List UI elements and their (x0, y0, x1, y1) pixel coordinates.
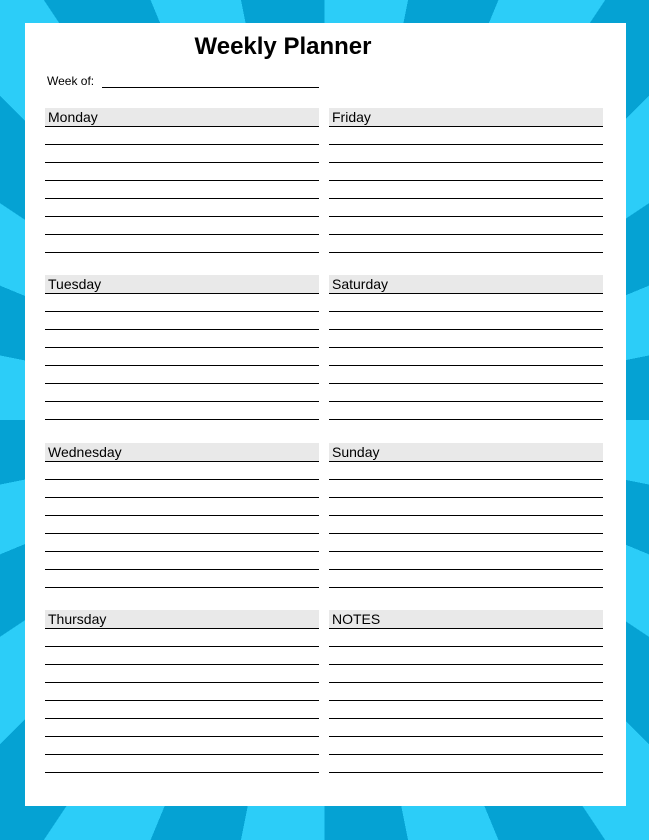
writing-line[interactable] (329, 384, 603, 402)
writing-line[interactable] (45, 629, 319, 647)
section-header-notes: NOTES (329, 610, 603, 629)
writing-line[interactable] (329, 163, 603, 181)
writing-line[interactable] (329, 683, 603, 701)
writing-line[interactable] (45, 181, 319, 199)
writing-line[interactable] (45, 235, 319, 253)
writing-line[interactable] (45, 145, 319, 163)
writing-line[interactable] (45, 163, 319, 181)
writing-line[interactable] (45, 480, 319, 498)
writing-line[interactable] (329, 127, 603, 145)
wednesday-lines[interactable] (45, 462, 319, 588)
writing-line[interactable] (329, 516, 603, 534)
writing-line[interactable] (45, 552, 319, 570)
section-header-monday: Monday (45, 108, 319, 127)
writing-line[interactable] (45, 755, 319, 773)
writing-line[interactable] (45, 127, 319, 145)
writing-line[interactable] (329, 570, 603, 588)
writing-line[interactable] (329, 552, 603, 570)
writing-line[interactable] (329, 462, 603, 480)
writing-line[interactable] (45, 384, 319, 402)
writing-line[interactable] (329, 145, 603, 163)
section-header-thursday: Thursday (45, 610, 319, 629)
writing-line[interactable] (329, 217, 603, 235)
section-tuesday (45, 275, 319, 420)
writing-line[interactable] (45, 516, 319, 534)
section-header-saturday: Saturday (329, 275, 603, 294)
writing-line[interactable] (329, 719, 603, 737)
week-of-label: Week of: (47, 74, 95, 88)
writing-line[interactable] (45, 683, 319, 701)
writing-line[interactable] (45, 199, 319, 217)
thursday-lines[interactable] (45, 629, 319, 773)
section-wednesday (45, 443, 319, 588)
week-of-field[interactable] (102, 87, 319, 88)
writing-line[interactable] (329, 330, 603, 348)
writing-line[interactable] (329, 534, 603, 552)
writing-line[interactable] (329, 665, 603, 683)
writing-line[interactable] (45, 217, 319, 235)
writing-line[interactable] (329, 235, 603, 253)
writing-line[interactable] (329, 366, 603, 384)
section-sunday (329, 443, 603, 588)
writing-line[interactable] (45, 737, 319, 755)
writing-line[interactable] (329, 701, 603, 719)
writing-line[interactable] (45, 294, 319, 312)
page-title: Weekly Planner (194, 33, 372, 60)
friday-lines[interactable] (329, 127, 603, 253)
writing-line[interactable] (329, 737, 603, 755)
writing-line[interactable] (45, 330, 319, 348)
monday-lines[interactable] (45, 127, 319, 253)
writing-line[interactable] (45, 647, 319, 665)
writing-line[interactable] (45, 570, 319, 588)
section-header-wednesday: Wednesday (45, 443, 319, 462)
writing-line[interactable] (329, 480, 603, 498)
writing-line[interactable] (329, 402, 603, 420)
section-monday (45, 108, 319, 253)
planner-page (25, 23, 626, 806)
sunday-lines[interactable] (329, 462, 603, 588)
writing-line[interactable] (329, 294, 603, 312)
writing-line[interactable] (329, 647, 603, 665)
writing-line[interactable] (45, 348, 319, 366)
writing-line[interactable] (45, 665, 319, 683)
writing-line[interactable] (329, 181, 603, 199)
writing-line[interactable] (45, 366, 319, 384)
writing-line[interactable] (45, 402, 319, 420)
writing-line[interactable] (329, 199, 603, 217)
notes-lines[interactable] (329, 629, 603, 773)
writing-line[interactable] (45, 534, 319, 552)
writing-line[interactable] (329, 312, 603, 330)
writing-line[interactable] (45, 462, 319, 480)
tuesday-lines[interactable] (45, 294, 319, 420)
writing-line[interactable] (329, 498, 603, 516)
writing-line[interactable] (45, 312, 319, 330)
writing-line[interactable] (45, 719, 319, 737)
section-header-tuesday: Tuesday (45, 275, 319, 294)
section-header-friday: Friday (329, 108, 603, 127)
writing-line[interactable] (329, 348, 603, 366)
section-friday (329, 108, 603, 253)
writing-line[interactable] (45, 701, 319, 719)
section-notes (329, 610, 603, 773)
section-saturday (329, 275, 603, 420)
writing-line[interactable] (329, 755, 603, 773)
section-thursday (45, 610, 319, 773)
section-header-sunday: Sunday (329, 443, 603, 462)
writing-line[interactable] (329, 629, 603, 647)
saturday-lines[interactable] (329, 294, 603, 420)
writing-line[interactable] (45, 498, 319, 516)
